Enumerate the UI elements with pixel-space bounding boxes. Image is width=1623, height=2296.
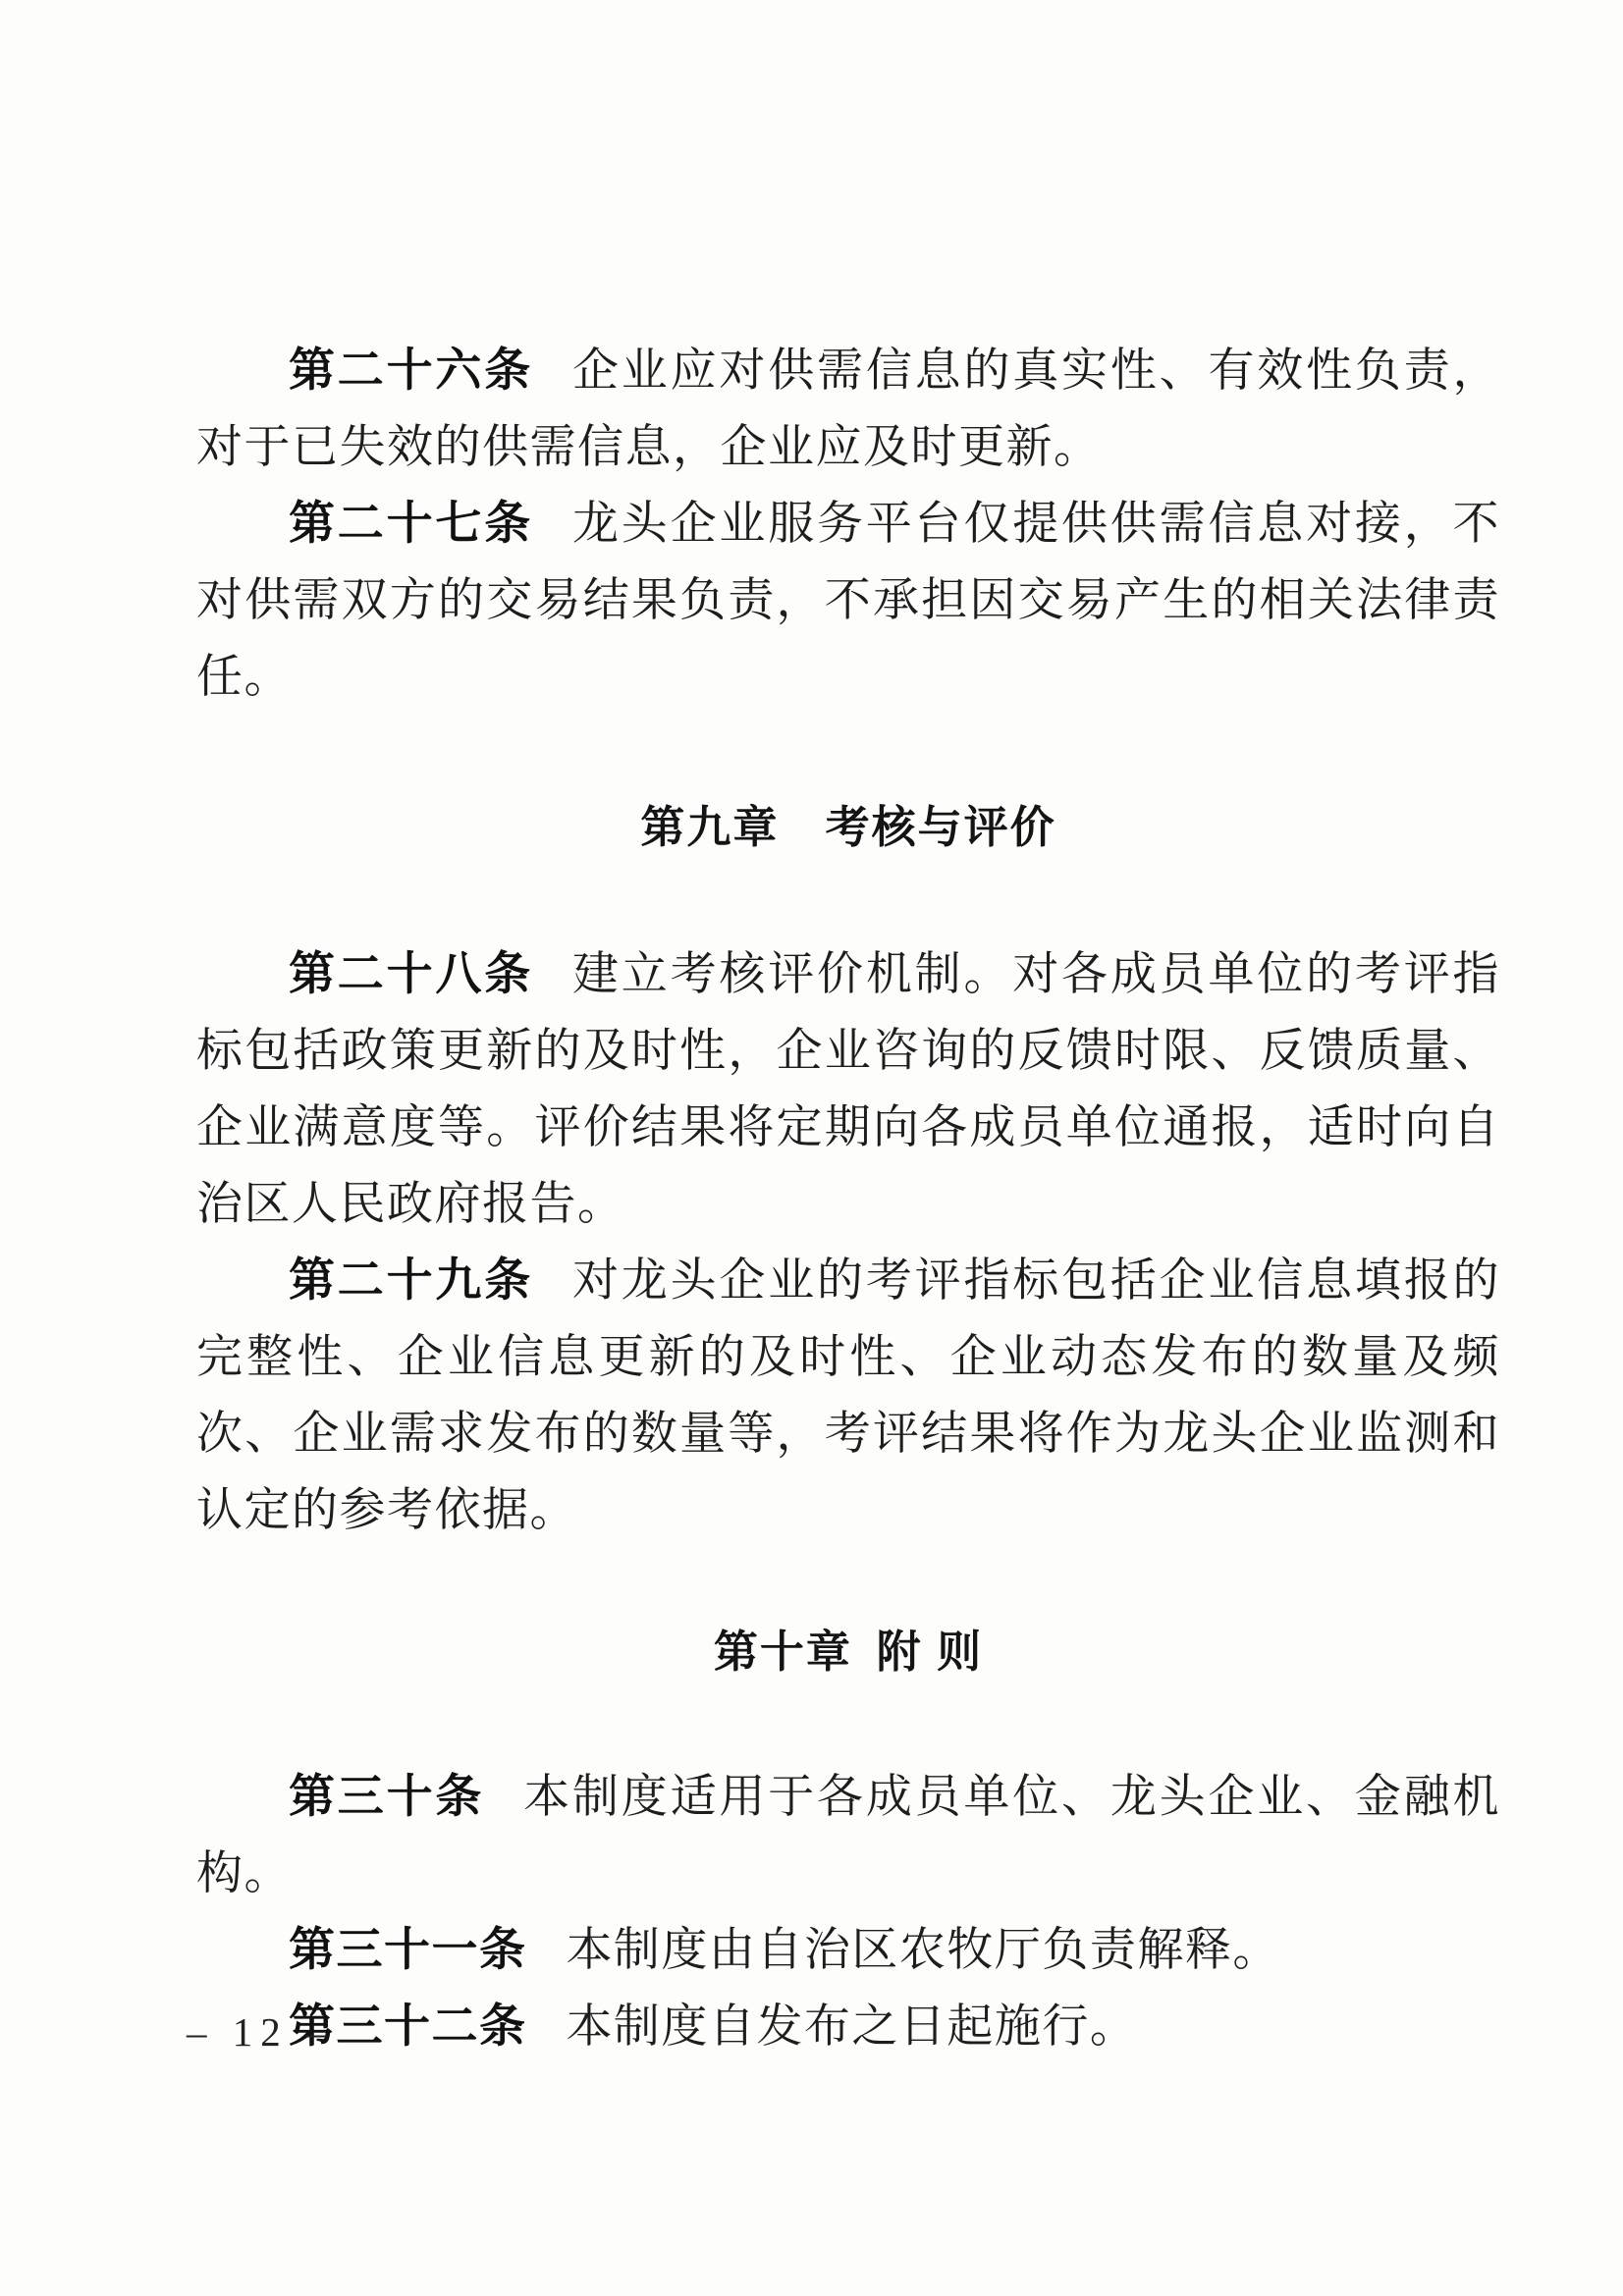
article-31-number: 第三十一条 bbox=[289, 1925, 527, 1976]
document-body bbox=[196, 333, 1500, 2065]
article-31-text: 本制度由自治区农牧厅负责解释。 bbox=[566, 1925, 1280, 1976]
article-30-paragraph bbox=[196, 1759, 1500, 1912]
article-28-number: 第二十八条 bbox=[289, 949, 534, 1000]
chapter-10-number: 第十章 bbox=[713, 1627, 852, 1677]
article-27-paragraph bbox=[196, 486, 1500, 716]
article-27-text: 龙头企业服务平台仅提供供需信息对接，不对供需双方的交易结果负责，不承担因交易产生的相关法律责任。 bbox=[196, 499, 1501, 703]
article-29-number: 第二十九条 bbox=[289, 1255, 534, 1307]
article-26-number: 第二十六条 bbox=[289, 346, 534, 397]
article-31-paragraph bbox=[196, 1912, 1500, 1989]
article-29-text: 对龙头企业的考评指标包括企业信息填报的完整性、企业信息更新的及时性、企业动态发布的数量及频次、企业需求发布的数量等，考评结果将作为龙头企业监测和认定的参考依据。 bbox=[196, 1255, 1501, 1536]
article-29-paragraph bbox=[196, 1243, 1500, 1549]
article-27-number: 第二十七条 bbox=[289, 499, 534, 550]
article-32-paragraph bbox=[196, 1989, 1500, 2065]
article-28-paragraph bbox=[196, 936, 1500, 1243]
chapter-10-title: 附 则 bbox=[876, 1627, 984, 1677]
chapter-9-heading bbox=[196, 789, 1500, 866]
page-number: – 12 – bbox=[187, 2009, 335, 2055]
chapter-10-heading bbox=[196, 1614, 1500, 1690]
article-32-text: 本制度自发布之日起施行。 bbox=[566, 2002, 1138, 2053]
article-30-text: 本制度适用于各成员单位、龙头企业、金融机构。 bbox=[196, 1772, 1501, 1899]
chapter-9-title: 考核与评价 bbox=[825, 802, 1056, 852]
article-26-text: 企业应对供需信息的真实性、有效性负责，对于已失效的供需信息，企业应及时更新。 bbox=[196, 346, 1501, 473]
article-32-number: 第三十二条 bbox=[289, 2002, 527, 2053]
chapter-9-number: 第九章 bbox=[640, 802, 780, 852]
article-26-paragraph bbox=[196, 333, 1500, 486]
article-28-text: 建立考核评价机制。对各成员单位的考评指标包括政策更新的及时性，企业咨询的反馈时限、反馈质量、企业满意度等。评价结果将定期向各成员单位通报，适时向自治区人民政府报告。 bbox=[196, 949, 1501, 1230]
article-30-number: 第三十条 bbox=[289, 1772, 485, 1823]
